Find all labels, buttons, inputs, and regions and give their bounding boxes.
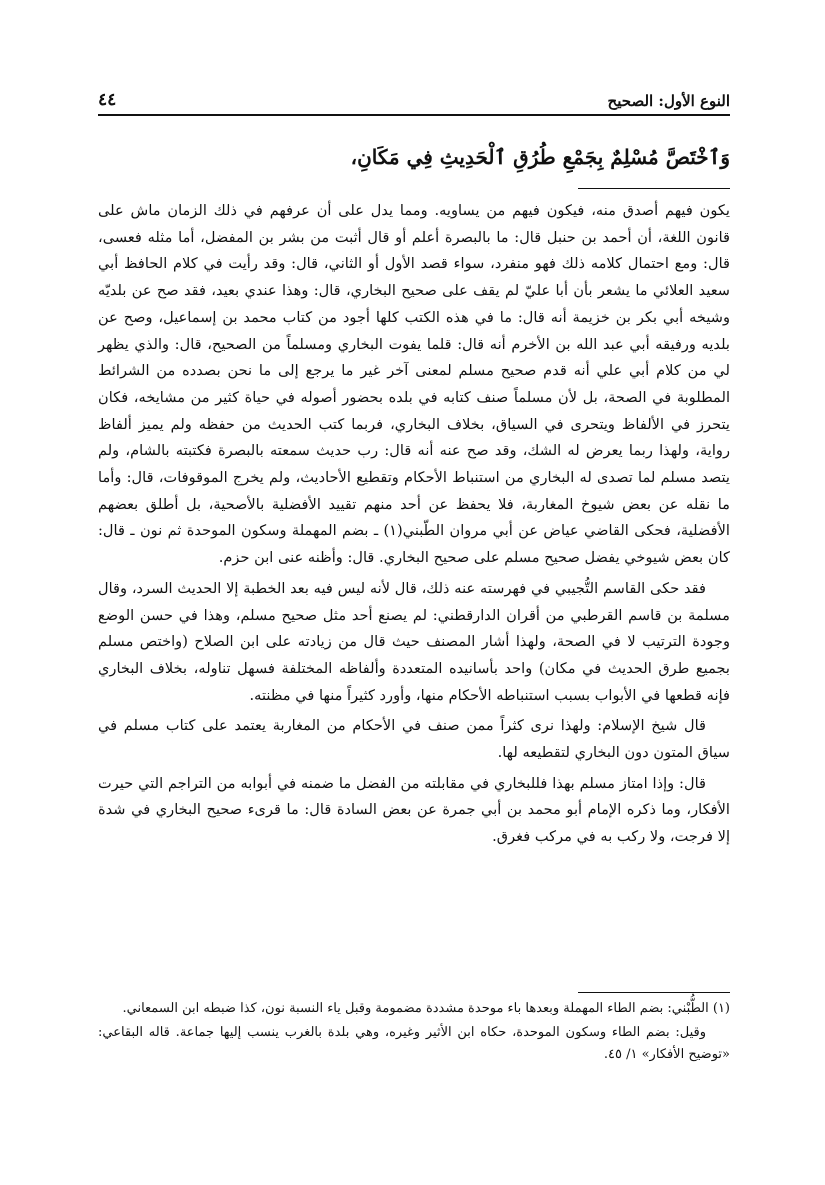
footnote-1: (١) الطُّبْني: بضم الطاء المهملة وبعدها باء موحدة مشددة مضمومة وقبل ياء النسبة نون، كذا ضبطه ابن السمعاني. (122, 1001, 730, 1016)
body-paragraph-2: فقد حكى القاسم التُّجيبي في فهرسته عنه ذلك، قال لأنه ليس فيه بعد الخطبة إلا الحديث السرد، وقال مسلمة بن قاسم القرطبي من أقران الدارقطني: لم يصنع أحد مثل صحيح مسلم، وهذا في حسن الوضع وجودة الترتيب لا في الصحة، ولهذا أشار المصنف حيث قال من زيادته على ابن الصلاح (واختص مسلم بجميع طرق الحديث في مكان) واحد بأسانيده المتعددة وألفاظه المختلفة فسهل تناوله، بخلاف البخاري فإنه قطعها في الأبواب بسبب استنباطه الأحكام منها، وأورد كثيراً منها في مظنته. (98, 579, 730, 704)
page-number: ٤٤ (98, 90, 117, 110)
matn-divider (578, 188, 730, 189)
body-paragraph-3: قال شيخ الإسلام: ولهذا نرى كثراً ممن صنف في الأحكام من المغاربة يعتمد على كتاب مسلم في سياق المتون دون البخاري لتقطيعه لها. (98, 717, 730, 762)
section-title: النوع الأول: الصحيح (607, 92, 730, 110)
page-header (98, 84, 730, 116)
footnote-divider (578, 992, 730, 993)
body-paragraph-4: قال: وإذا امتاز مسلم بهذا فللبخاري في مقابلته من الفضل ما ضمنه في أبوابه من التراجم التي حيرت الأفكار، وما ذكره الإمام أبو محمد بن أبي جمرة عن بعض السادة قال: ما قرىء صحيح البخاري في شدة إلا فرجت، ولا ركب به في مركب فغرق. (98, 774, 730, 846)
body-paragraph-1: يكون فيهم أصدق منه، فيكون فيهم من يساويه. ومما يدل على أن عرفهم في ذلك الزمان ماش على قانون اللغة، أن أحمد بن حنبل قال: ما بالبصرة أعلم أو قال أثبت من بشر بن المفضل، أما مثله فعسى، قال: ومع احتمال كلامه ذلك فهو منفرد، سواء قصد الأول أو الثاني، قال: وقد رأيت في كلام الحافظ أبي سعيد العلائي ما يشعر بأن أبا عليّ لم يقف على صحيح البخاري، قال: وهذا عندي بعيد، فقد صح عن بلديّه وشيخه أبي بكر بن خزيمة أنه قال: ما في هذه الكتب كلها أجود من كتاب محمد بن إسماعيل، وصح عن بلديه ورفيقه أبي عبد الله بن الأخرم أنه قال: قلما يفوت البخاري ومسلماً من الصحيح، قال: والذي يظهر لي من كلام أبي علي أنه قدم صحيح مسلم لمعنى آخر غير ما يرجع إلى ما نحن بصدده من الشرائط المطلوبة في الصحة، بل لأن مسلماً صنف كتابه في بلده بحضور أصوله في حياة كثير من مشايخه، فكان يتحرز في الألفاظ ويتحرى في السياق، بخلاف البخاري، فربما كتب الحديث من حفظه ولم يميز ألفاظ رواية، ولهذا ربما يعرض له الشك، وقد صح عنه أنه قال: رب حديث سمعته بالبصرة فكتبته بالشام، ولم يتصد مسلم لما تصدى له البخاري من استنباط الأحكام وتقطيع الأحاديث، ولم يخرج الموقوفات، قال: وأما ما نقله عن بعض شيوخ المغاربة، فلا يحفظ عن أحد منهم تقييد الأفضلية بالأصحية، بل أطلق بعضهم الأفضلية، فحكى القاضي عياض عن أبي مروان الطّبني(١) ـ بضم المهملة وسكون الموحدة ثم نون ـ قال: كان بعض شيوخي يفضل صحيح مسلم على صحيح البخاري. قال: وأظنه عنى ابن حزم. (98, 202, 730, 567)
commentary-body (98, 198, 730, 855)
footnote-1-continued: وقيل: بضم الطاء وسكون الموحدة، حكاه ابن الأثير وغيره، وهي بلدة بالغرب ينسب إليها جماعة. قاله البقاعي: «توضيح الأفكار» ١/ ٤٥. (98, 1025, 730, 1062)
matn-verse: وَٱخْتَصَّ مُسْلِمٌ بِجَمْعِ طُرُقِ ٱلْحَدِيثِ فِي مَكَانِ، (350, 145, 730, 169)
footnotes (98, 998, 730, 1068)
